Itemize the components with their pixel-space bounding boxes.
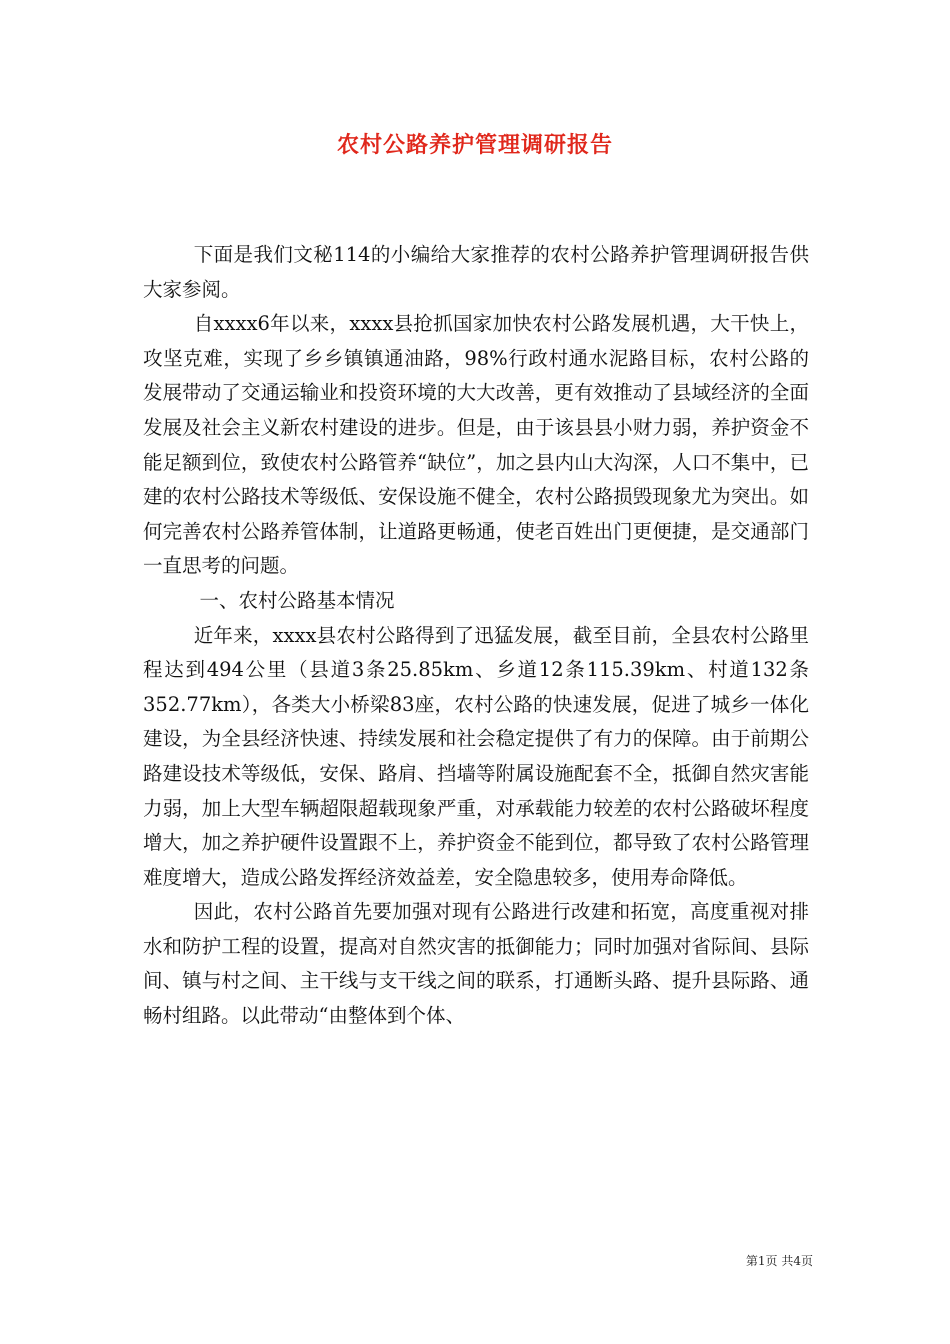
paragraph-basic-situation: 近年来，xxxx县农村公路得到了迅猛发展，截至目前，全县农村公路里程达到494公里（县道3条25.85km、乡道12条115.39km、村道132条352.77km），各类大小桥梁83座，农村公路的快速发展，促进了城乡一体化建设，为全县经济快速、持续发展和社会稳定提供了有力的保障。由于前期公路建设技术等级低，安保、路肩、挡墙等附属设施配套不全，抵御自然灾害能力弱，加上大型车辆超限超载现象严重，对承载能力较差的农村公路破坏程度增大，加之养护硬件设置跟不上，养护资金不能到位，都导致了农村公路管理难度增大，造成公路发挥经济效益差，安全隐患较多，使用寿命降低。 bbox=[143, 623, 809, 889]
document-title: 农村公路养护管理调研报告 bbox=[336, 132, 613, 158]
document-body bbox=[143, 238, 809, 1034]
paragraph-intro: 下面是我们文秘114的小编给大家推荐的农村公路养护管理调研报告供大家参阅。 bbox=[143, 243, 809, 301]
section-heading: 一、农村公路基本情况 bbox=[199, 588, 395, 612]
page-number-footer: 第1页 共4页 bbox=[745, 1254, 813, 1268]
paragraph-background: 自xxxx6年以来，xxxx县抢抓国家加快农村公路发展机遇，大干快上，攻坚克难，实现了乡乡镇镇通油路，98%行政村通水泥路目标，农村公路的发展带动了交通运输业和投资环境的大大改善，更有效推动了县域经济的全面发展及社会主义新农村建设的进步。但是，由于该县县小财力弱，养护资金不能足额到位，致使农村公路管养“缺位”，加之县内山大沟深，人口不集中，已建的农村公路技术等级低、安保设施不健全，农村公路损毁现象尤为突出。如何完善农村公路养管体制，让道路更畅通，使老百姓出门更便捷，是交通部门一直思考的问题。 bbox=[143, 312, 809, 578]
paragraph-therefore: 因此，农村公路首先要加强对现有公路进行改建和拓宽，高度重视对排水和防护工程的设置，提高对自然灾害的抵御能力；同时加强对省际间、县际间、镇与村之间、主干线与支干线之间的联系，打通断头路、提升县际路、通畅村组路。以此带动“由整体到个体、 bbox=[143, 900, 809, 1028]
